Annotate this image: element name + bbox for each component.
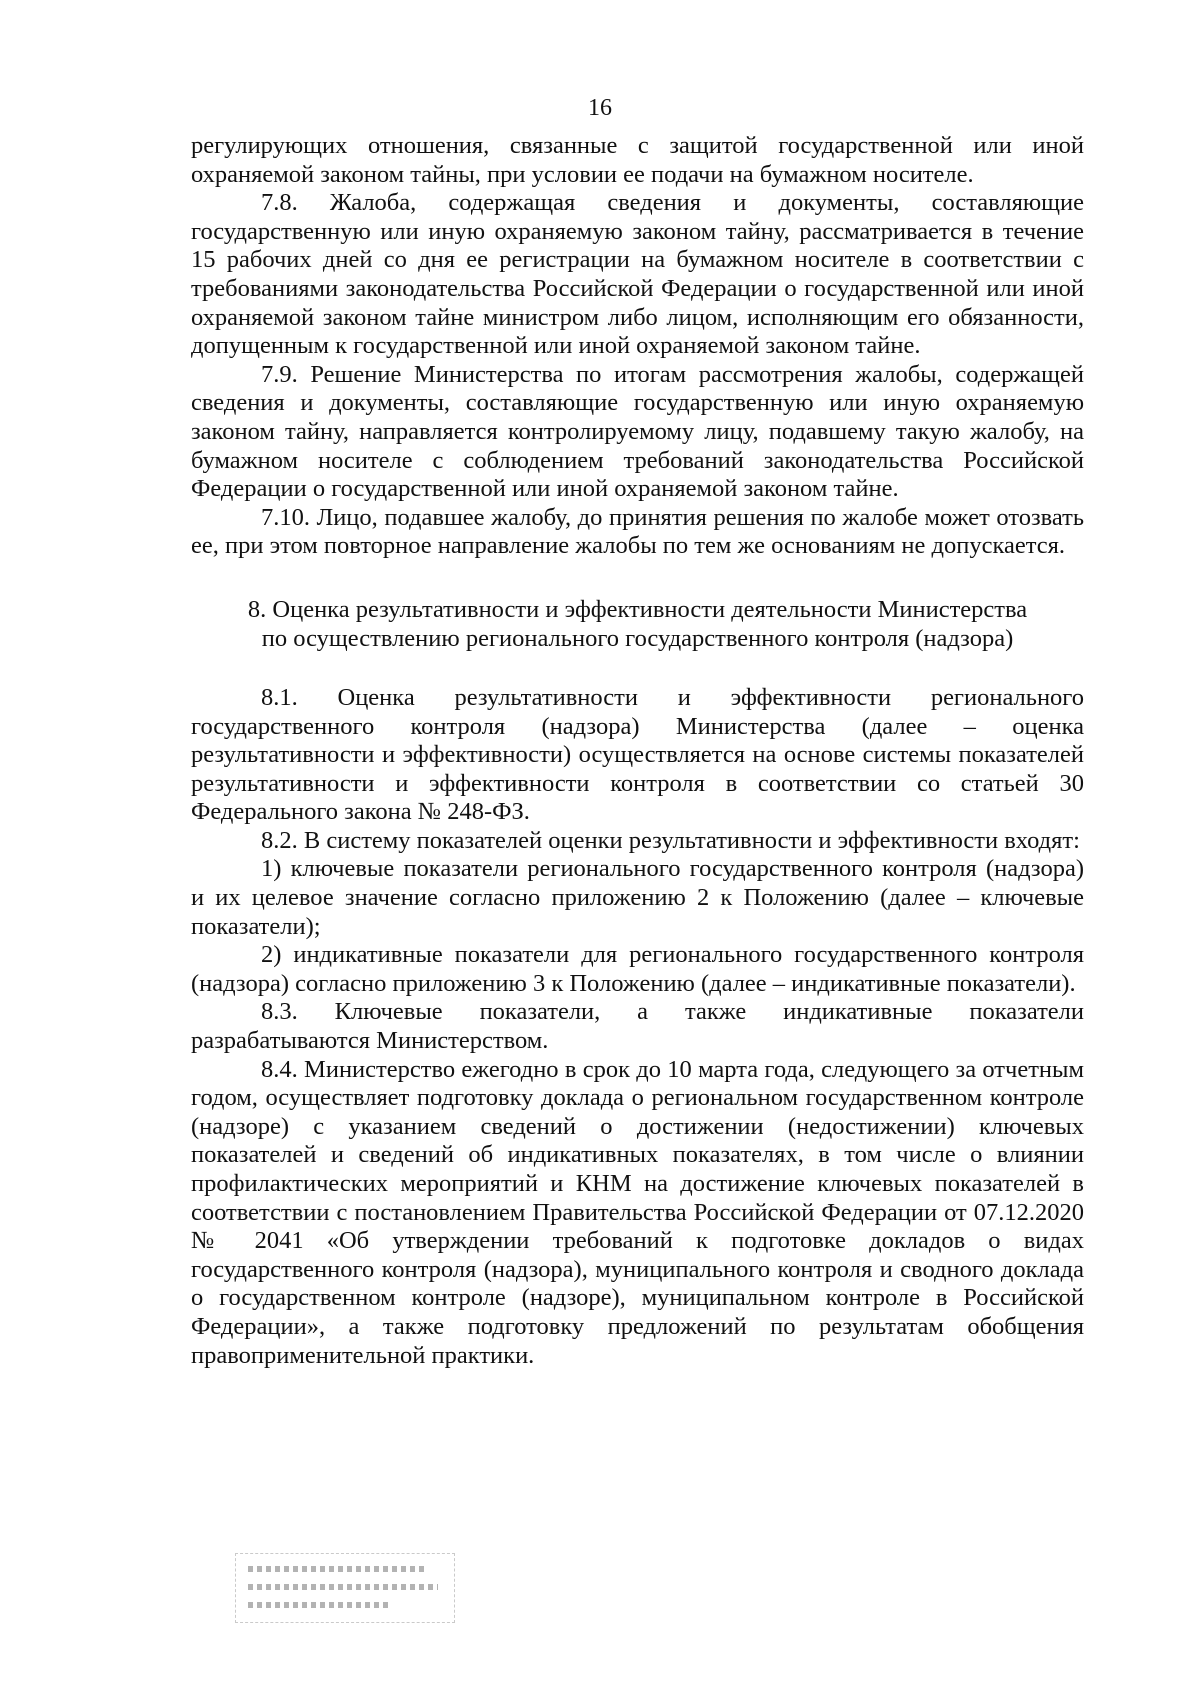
paragraph-7-8: 7.8. Жалоба, содержащая сведения и документы, составляющие государственную или иную охраняемую законом тайну, рассматривается в течение 15 рабочих дней со дня ее регистрации на бумажном носителе в соответствии с требованиями законодательства Российской Федерации о государственной или иной охраняемой законом тайне министром либо лицом, исполняющим его обязанности, допущенным к государственной или иной охраняемой законом тайне. [191, 189, 1084, 360]
paragraph-continuation: регулирующих отношения, связанные с защитой государственной или иной охраняемой законом тайны, при условии ее подачи на бумажном носителе. [191, 132, 1084, 188]
stamp-line [248, 1566, 428, 1572]
list-item-2: 2) индикативные показатели для регионального государственного контроля (надзора) согласно приложению 3 к Положению (далее – индикативные показатели). [191, 941, 1084, 997]
paragraph-8-4: 8.4. Министерство ежегодно в срок до 10 марта года, следующего за отчетным годом, осуществляет подготовку доклада о региональном государственном контроле (надзоре) с указанием сведений о достижении (недостижении) ключевых показателей и сведений об индикативных показателях, в том числе о влиянии профилактических мероприятий и КНМ на достижение ключевых показателей в соответствии с постановлением Правительства Российской Федерации от 07.12.2020 № 2041 «Об утверждении требований к подготовке докладов о видах государственного контроля (надзора), муниципального контроля и сводного доклада о государственном контроле (надзоре), муниципальном контроле в Российской Федерации», а также подготовку предложений по результатам обобщения правоприменительной практики. [191, 1055, 1084, 1369]
section-8-heading [191, 595, 1084, 653]
stamp-line [248, 1602, 388, 1608]
paragraph-8-2: 8.2. В систему показателей оценки результативности и эффективности входят: [261, 826, 1080, 854]
section-8-heading-line2: по осуществлению регионального государственного контроля (надзора) [261, 624, 1014, 652]
electronic-signature-stamp [235, 1553, 455, 1623]
paragraph-7-10: 7.10. Лицо, подавшее жалобу, до принятия решения по жалобе может отозвать ее, при этом повторное направление жалобы по тем же основаниям не допускается. [191, 503, 1084, 560]
section-8-heading-line1: 8. Оценка результативности и эффективности деятельности Министерства [247, 595, 1028, 623]
page-number: 16 [588, 95, 612, 121]
paragraph-8-3: 8.3. Ключевые показатели, а также индикативные показатели разрабатываются Министерством. [191, 998, 1084, 1055]
paragraph-7-9: 7.9. Решение Министерства по итогам рассмотрения жалобы, содержащей сведения и документы, составляющие государственную или иную охраняемую законом тайну, направляется контролируемому лицу, подавшему такую жалобу, на бумажном носителе с соблюдением требований законодательства Российской Федерации о государственной или иной охраняемой законом тайне. [191, 360, 1084, 503]
paragraph-8-1: 8.1. Оценка результативности и эффективности регионального государственного контроля (надзора) Министерства (далее – оценка результативности и эффективности) осуществляется на основе системы показателей результативности и эффективности контроля в соответствии со статьей 30 Федерального закона № 248-ФЗ. [191, 683, 1084, 826]
stamp-line [248, 1584, 438, 1590]
document-body [191, 132, 1084, 1370]
list-item-1: 1) ключевые показатели регионального государственного контроля (надзора) и их целевое значение согласно приложению 2 к Положению (далее – ключевые показатели); [191, 855, 1084, 940]
